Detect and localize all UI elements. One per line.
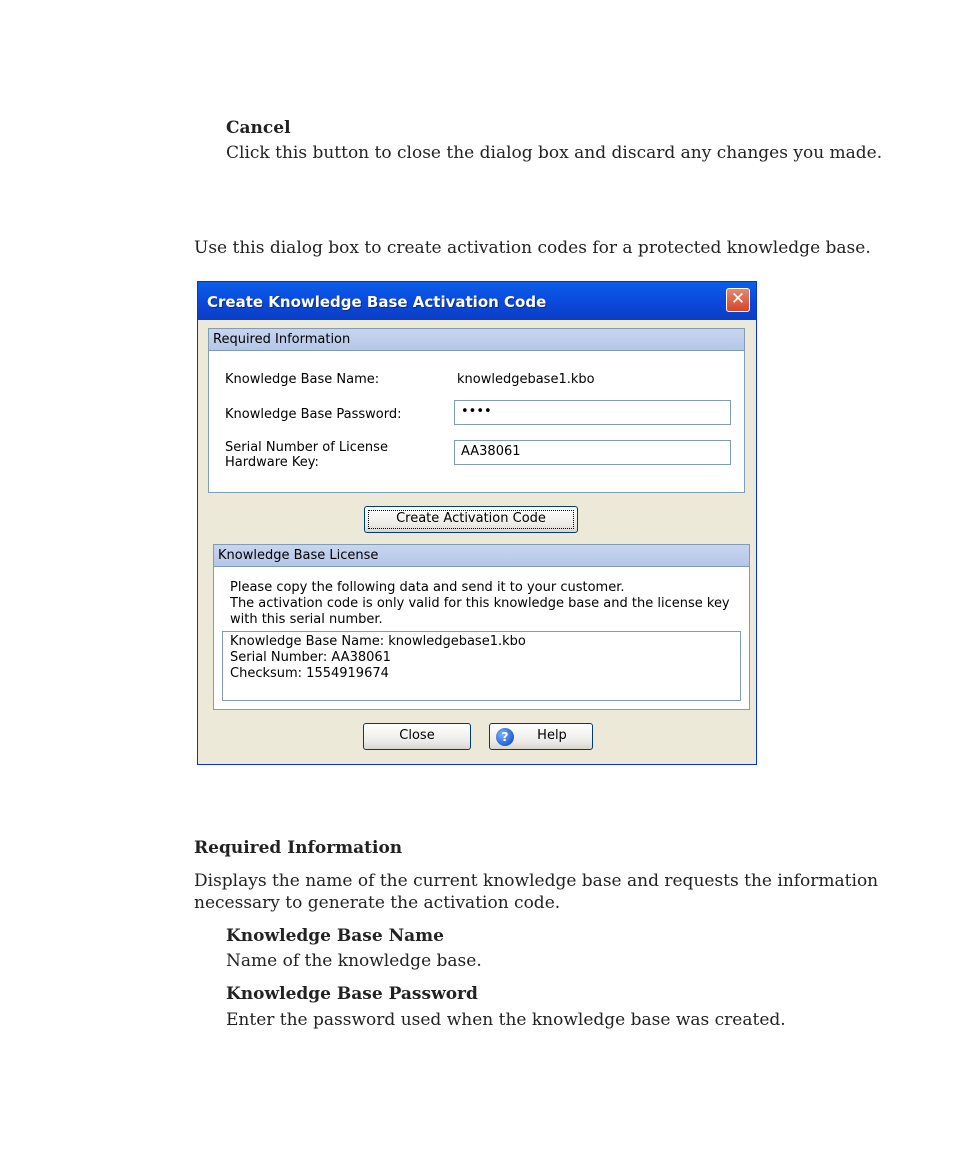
dialog-title: Create Knowledge Base Activation Code xyxy=(207,293,547,311)
cancel-heading: Cancel xyxy=(226,118,291,138)
kb-name-value: knowledgebase1.kbo xyxy=(457,372,595,387)
kb-password-heading: Knowledge Base Password xyxy=(226,984,478,1004)
close-window-button[interactable] xyxy=(726,288,750,312)
knowledge-base-license-header: Knowledge Base License xyxy=(214,545,749,567)
required-information-desc-line1: Displays the name of the current knowledge base and requests the information xyxy=(194,871,879,891)
instructions-line1: Please copy the following data and send it to your customer. xyxy=(230,580,625,595)
cancel-description: Click this button to close the dialog box and discard any changes you made. xyxy=(226,143,883,163)
help-icon: ? xyxy=(496,728,514,746)
kb-name-description: Name of the knowledge base. xyxy=(226,951,482,971)
output-line: Checksum: 1554919674 xyxy=(230,666,389,681)
create-activation-code-dialog xyxy=(197,281,757,765)
kb-password-label: Knowledge Base Password: xyxy=(225,407,402,422)
kb-name-heading: Knowledge Base Name xyxy=(226,926,444,946)
help-button-label: Help xyxy=(537,728,567,743)
close-button[interactable] xyxy=(363,723,471,750)
license-instructions xyxy=(230,580,730,628)
serial-number-label xyxy=(225,440,388,470)
knowledge-base-license-group xyxy=(213,544,750,710)
kb-name-label: Knowledge Base Name: xyxy=(225,372,380,387)
kb-password-input[interactable]: •••• xyxy=(454,400,731,425)
required-information-heading: Required Information xyxy=(194,838,403,858)
create-activation-code-label: Create Activation Code xyxy=(396,511,546,526)
dialog-body xyxy=(201,320,753,762)
output-line: Serial Number: AA38061 xyxy=(230,650,391,665)
create-activation-code-button[interactable] xyxy=(364,506,578,533)
intro-text: Use this dialog box to create activation codes for a protected knowledge base. xyxy=(194,238,871,258)
serial-number-input[interactable]: AA38061 xyxy=(454,440,731,465)
close-icon: ✕ xyxy=(730,289,746,309)
kb-password-description: Enter the password used when the knowledge base was created. xyxy=(226,1010,786,1030)
serial-number-label-line1: Serial Number of License xyxy=(225,440,388,455)
required-information-desc-line2: necessary to generate the activation code. xyxy=(194,893,561,913)
dialog-titlebar[interactable] xyxy=(198,282,756,320)
required-information-group xyxy=(208,328,745,493)
serial-number-label-line2: Hardware Key: xyxy=(225,455,319,470)
instructions-line2: The activation code is only valid for this knowledge base and the license key xyxy=(230,596,730,611)
instructions-line3: with this serial number. xyxy=(230,612,383,627)
close-button-label: Close xyxy=(399,728,435,743)
license-output-textarea[interactable] xyxy=(222,631,741,701)
output-line: Knowledge Base Name: knowledgebase1.kbo xyxy=(230,634,526,649)
required-information-header: Required Information xyxy=(209,329,744,351)
help-button[interactable] xyxy=(489,723,593,750)
